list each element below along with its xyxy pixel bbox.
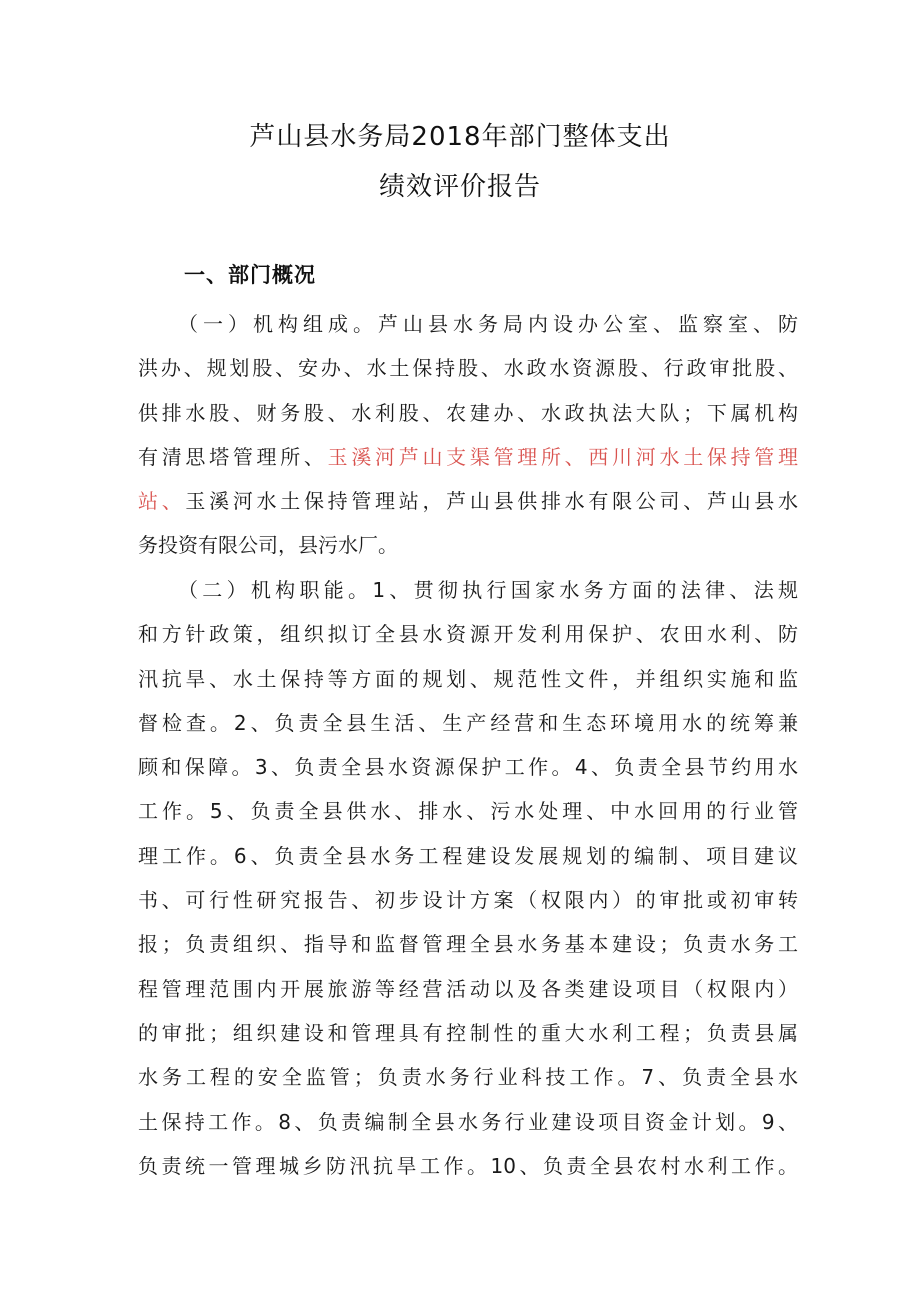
paragraph-line: 督检查。2、负责全县生活、生产经营和生态环境用水的统筹兼 (138, 710, 798, 735)
paragraph-line: 土保持工作。8、负责编制全县水务行业建设项目资金计划。9、 (138, 1109, 798, 1134)
paragraph-line: 的审批；组织建设和管理具有控制性的重大水利工程；负责县属 (138, 1020, 798, 1045)
highlighted-text: 玉溪河芦山支渠管理所、西川河水土保持管理 (327, 444, 799, 469)
paragraph-line-mixed (138, 479, 798, 523)
paragraph-line-mixed (138, 435, 798, 479)
paragraph-line: （一）机构组成。芦山县水务局内设办公室、监察室、防 (178, 312, 798, 336)
highlighted-text: 站、 (138, 489, 186, 514)
section-heading-overview: 一、部门概况 (184, 263, 316, 287)
paragraph-line: 汛抗旱、水土保持等方面的规划、规范性文件，并组织实施和监 (138, 666, 798, 691)
paragraph-organization (138, 302, 798, 568)
paragraph-line: 报；负责组织、指导和监督管理全县水务基本建设；负责水务工 (138, 932, 798, 957)
paragraph-line: 工作。5、负责全县供水、排水、污水处理、中水回用的行业管 (138, 799, 798, 824)
paragraph-line: 水务工程的安全监管；负责水务行业科技工作。7、负责全县水 (138, 1065, 798, 1090)
paragraph-line: 书、可行性研究报告、初步设计方案（权限内）的审批或初审转 (138, 888, 798, 913)
document-title-line-2: 绩效评价报告 (378, 172, 541, 202)
text-segment: 有清思塔管理所、 (138, 444, 328, 469)
paragraph-line: 务投资有限公司，县污水厂。 (138, 533, 398, 558)
paragraph-line: 供排水股、财务股、水利股、农建办、水政执法大队；下属机构 (138, 400, 798, 425)
paragraph-line: 负责统一管理城乡防汛抗旱工作。10、负责全县农村水利工作。 (138, 1153, 798, 1178)
paragraph-line: 程管理范围内开展旅游等经营活动以及各类建设项目（权限内） (138, 976, 798, 1001)
paragraph-line: （二）机构职能。1、贯彻执行国家水务方面的法律、法规 (178, 578, 798, 602)
text-segment: 玉溪河水土保持管理站，芦山县供排水有限公司、芦山县水 (185, 489, 799, 514)
paragraph-line: 理工作。6、负责全县水务工程建设发展规划的编制、项目建议 (138, 843, 798, 868)
paragraph-line: 洪办、规划股、安办、水土保持股、水政水资源股、行政审批股、 (138, 356, 798, 381)
paragraph-line: 和方针政策，组织拟订全县水资源开发利用保护、农田水利、防 (138, 622, 798, 647)
paragraph-line: 顾和保障。3、负责全县水资源保护工作。4、负责全县节约用水 (138, 755, 798, 780)
document-title-line-1: 芦山县水务局2018年部门整体支出 (249, 122, 671, 152)
paragraph-functions (138, 568, 798, 1188)
